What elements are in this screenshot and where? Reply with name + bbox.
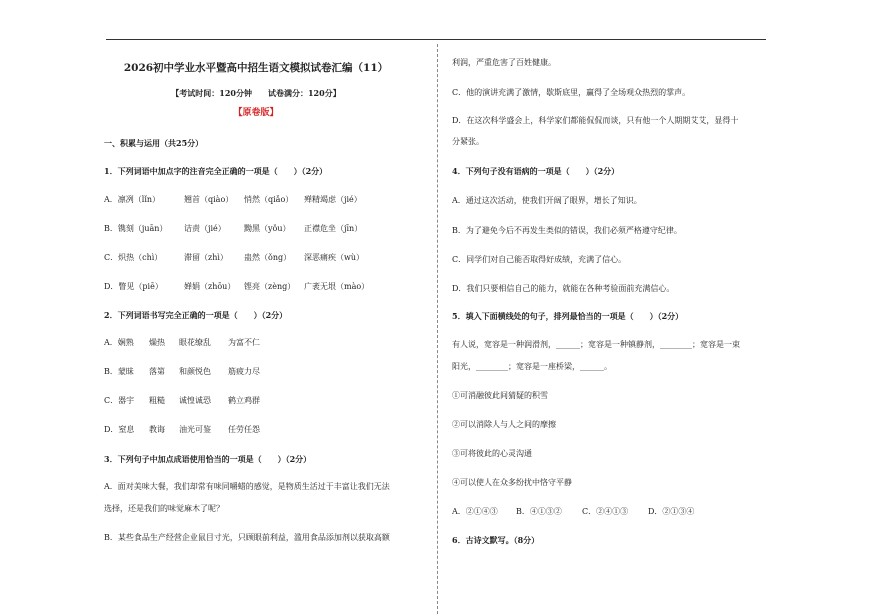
question-3-option-b-line2: 利润，严重危害了百姓健康。 [452, 58, 556, 67]
page-title: 2026初中学业水平暨高中招生语文模拟试卷汇编（11） [123, 62, 389, 74]
question-4-option-d: D．我们只要相信自己的能力，就能在各种考验面前充满信心。 [452, 284, 675, 293]
exam-info: 【考试时间：120分钟 试卷满分：120分】 [171, 88, 341, 98]
question-3-option-b-line1: B．某些食品生产经营企业鼠目寸光，只顾眼前利益，滥用食品添加剂以获取高额 [104, 533, 390, 542]
question-5-item-1: ①可消融彼此间猜疑的积雪 [452, 391, 548, 400]
question-3-option-a-line1: A．面对美味大餐，我们却常有味同嚼蜡的感觉，是物质生活过于丰富让我们无法 [104, 482, 390, 491]
question-5-item-3: ③可将彼此的心灵沟通 [452, 449, 532, 458]
column-divider [437, 44, 438, 614]
question-5-item-4: ④可以使人在众多纷扰中恪守平静 [452, 478, 572, 487]
question-5-stem: 5．填入下面横线处的句子，排列最恰当的一项是（ ）（2分） [452, 311, 684, 321]
question-3-option-c: C．他的演讲充满了激情，歇斯底里，赢得了全场观众热烈的掌声。 [452, 88, 691, 97]
question-3-stem: 3．下列句子中加点成语使用恰当的一项是（ ）（2分） [104, 454, 312, 464]
question-1-stem: 1．下列词语中加点字的注音完全正确的一项是（ ）（2分） [104, 166, 328, 176]
question-4-option-c: C．同学们对自己能否取得好成绩，充满了信心。 [452, 255, 627, 264]
question-4-option-b: B．为了避免今后不再发生类似的错误，我们必须严格遵守纪律。 [452, 226, 682, 235]
version-label: 【原卷版】 [233, 108, 279, 118]
question-3-option-a-line2: 选择，还是我们的味觉麻木了呢？ [104, 504, 224, 513]
question-4-stem: 4．下列句子没有语病的一项是（ ）（2分） [452, 166, 620, 176]
question-2-stem: 2．下列词语书写完全正确的一项是（ ）（2分） [104, 310, 288, 320]
question-3-option-d-line2: 分紧张。 [452, 137, 484, 146]
question-3-option-d-line1: D．在这次科学盛会上，科学家们都能侃侃而谈，只有他一个人期期艾艾，显得十 [452, 116, 739, 125]
question-4-option-a: A．通过这次活动，使我们开阔了眼界，增长了知识。 [452, 196, 642, 205]
question-5-text-line1: 有人说，宽容是一种润滑剂，______；宽容是一种镇静剂，________；宽容是一束 [452, 340, 740, 349]
header-rule [106, 39, 766, 40]
question-5-text-line2: 阳光，________；宽容是一座桥梁，______。 [452, 362, 612, 371]
question-5-item-2: ②可以消除人与人之间的摩擦 [452, 420, 556, 429]
section-heading: 一、积累与运用（共25分） [104, 138, 204, 148]
question-6-stem: 6．古诗文默写。（8分） [452, 535, 540, 545]
